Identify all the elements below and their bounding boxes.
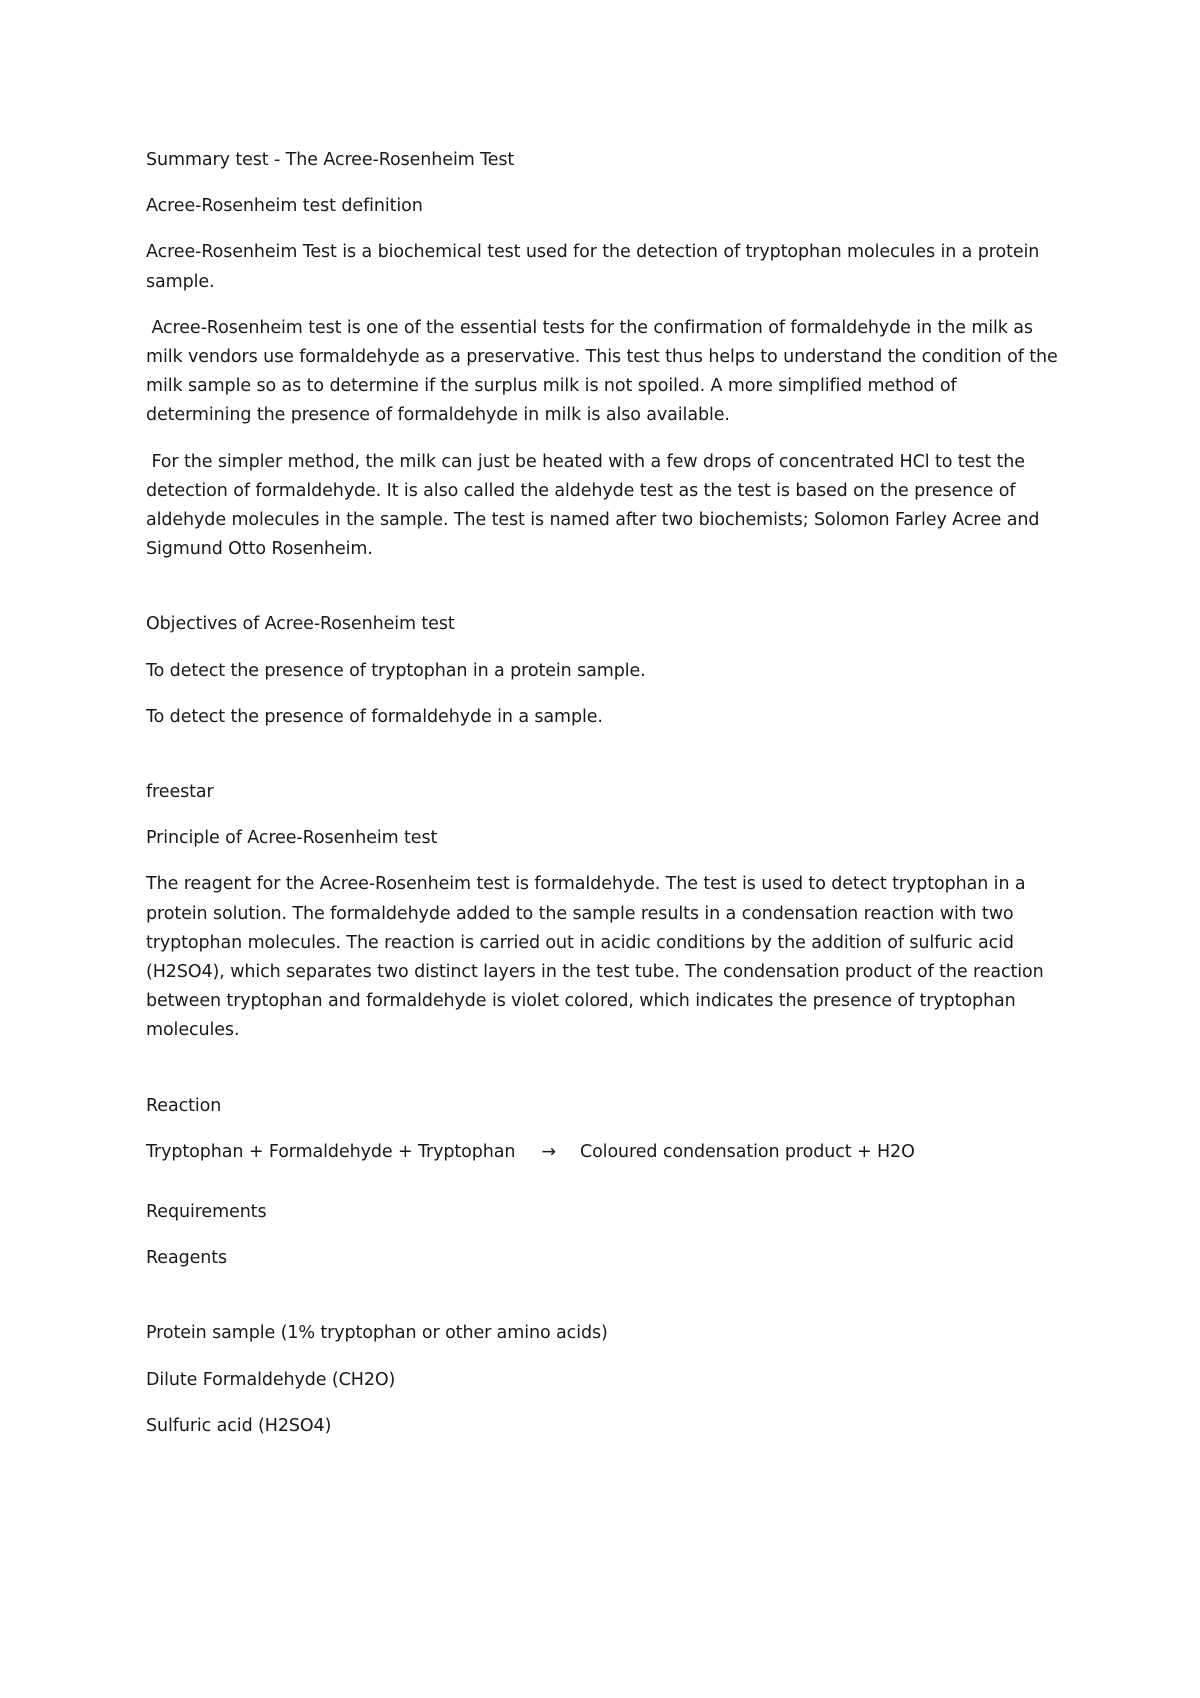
reagent-item: Sulfuric acid (H2SO4)	[146, 1415, 332, 1436]
spacer	[146, 1290, 1066, 1319]
spacer	[146, 749, 1066, 778]
definition-heading: Acree-Rosenheim test definition	[146, 196, 423, 217]
definition-paragraph-2	[146, 314, 1066, 431]
reagent-item: Protein sample (1% tryptophan or other amino acids)	[146, 1323, 608, 1344]
reaction-heading: Reaction	[146, 1095, 222, 1116]
definition-paragraph-3-text: For the simpler method, the milk can just be heated with a few drops of concentrated HCl to test the detection of formaldehyde. It is also called the aldehyde test as the test is based on the presence of aldehyde molecules in the sample. The test is named after two biochemists; Solomon Farley Acree and Sigmund Otto Rosenheim.	[146, 451, 1040, 560]
definition-paragraph-2-text: Acree-Rosenheim test is one of the essential tests for the confirmation of formaldehyde in the milk as milk vendors use formaldehyde as a preservative. This test thus helps to understand the condition of the milk sample so as to determine if the surplus milk is not spoiled. A more simplified method of determining the presence of formaldehyde in milk is also available.	[146, 317, 1058, 426]
summary-title: Summary test - The Acree-Rosenheim Test	[146, 150, 515, 170]
spacer	[146, 581, 1066, 610]
reaction-arrow-icon: →	[541, 1141, 556, 1162]
principle-paragraph: The reagent for the Acree-Rosenheim test is formaldehyde. The test is used to detect tryptophan in a protein solution. The formaldehyde added to the sample results in a condensation reaction with two tryptophan molecules. The reaction is carried out in acidic conditions by the addition of sulfuric acid (H2SO4), which separates two distinct layers in the test tube. The condensation product of the reaction between tryptophan and formaldehyde is violet colored, which indicates the presence of tryptophan molecules.	[146, 874, 1044, 1041]
reaction-reactants: Tryptophan + Formaldehyde + Tryptophan	[146, 1141, 516, 1162]
reagent-item: Dilute Formaldehyde (CH2O)	[146, 1369, 396, 1390]
spacer	[146, 1184, 1066, 1198]
requirements-heading: Requirements	[146, 1202, 267, 1223]
document-body	[146, 146, 1066, 1458]
objectives-heading: Objectives of Acree-Rosenheim test	[146, 614, 455, 635]
reagents-subheading: Reagents	[146, 1248, 228, 1269]
reaction-products: Coloured condensation product + H2O	[579, 1141, 915, 1162]
principle-heading: Principle of Acree-Rosenheim test	[146, 828, 438, 849]
freestar-label: freestar	[146, 782, 214, 803]
objective-item: To detect the presence of formaldehyde in a sample.	[146, 706, 603, 727]
definition-paragraph-1: Acree-Rosenheim Test is a biochemical test used for the detection of tryptophan molecules in a protein sample.	[146, 242, 1040, 292]
objective-item: To detect the presence of tryptophan in a protein sample.	[146, 660, 646, 681]
spacer	[146, 1063, 1066, 1092]
reaction-equation	[146, 1138, 1066, 1167]
definition-paragraph-3	[146, 448, 1066, 565]
